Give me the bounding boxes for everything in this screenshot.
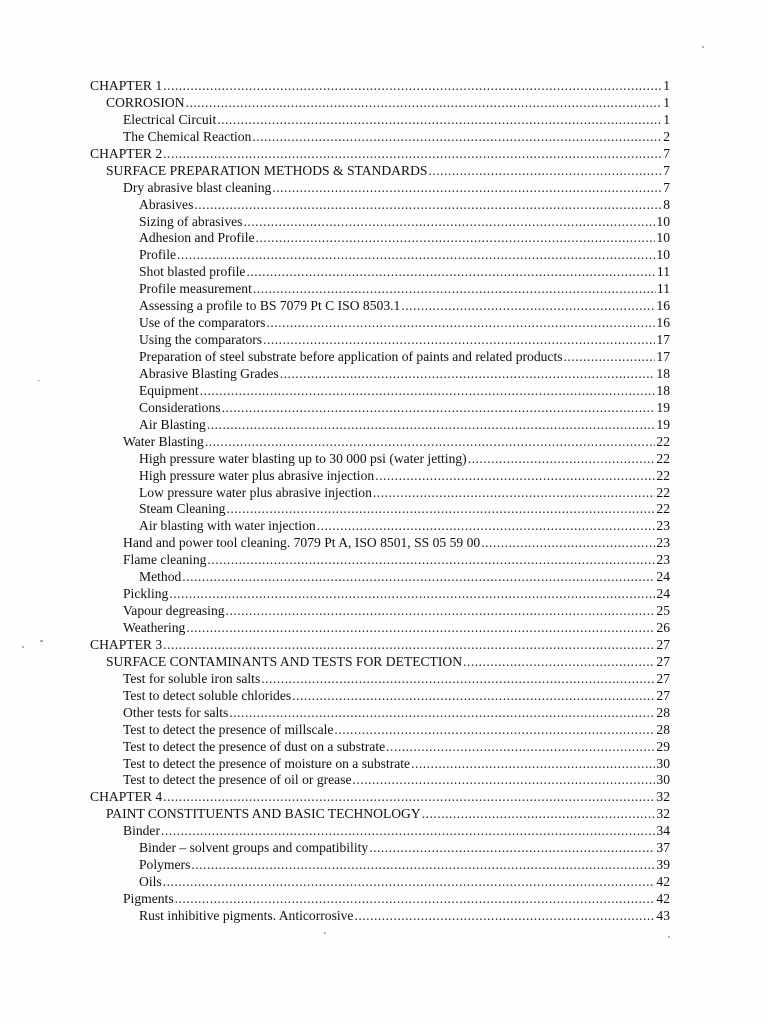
toc-entry-title: Assessing a profile to BS 7079 Pt C ISO 8503.1 (139, 298, 401, 314)
toc-entry (90, 789, 670, 806)
toc-entry (90, 434, 670, 451)
scan-speck (22, 646, 24, 648)
toc-entry-page-number: 1 (663, 94, 670, 110)
dot-leader (354, 908, 655, 925)
toc-entry (90, 603, 670, 620)
toc-entry (90, 197, 670, 214)
toc-entry-page-number: 27 (656, 670, 670, 686)
toc-entry-title: Polymers (139, 857, 191, 873)
toc-entry (90, 281, 670, 298)
toc-entry-page-number: 27 (656, 687, 670, 703)
dot-leader (375, 468, 655, 485)
toc-entry-title: Adhesion and Profile (139, 230, 255, 246)
toc-entry-page-number: 43 (656, 907, 670, 923)
toc-entry-page-number: 28 (656, 704, 670, 720)
dot-leader (317, 518, 656, 535)
toc-entry (90, 739, 670, 756)
toc-entry-title: High pressure water plus abrasive injection (139, 467, 375, 483)
dot-leader (182, 569, 655, 586)
toc-entry (90, 146, 670, 163)
toc-entry-title: Profile measurement (139, 281, 252, 297)
toc-entry-title: Test to detect the presence of oil or grease (123, 772, 352, 788)
toc-entry-title: Shot blasted profile (139, 264, 246, 280)
toc-entry (90, 349, 670, 366)
dot-leader (481, 535, 655, 552)
toc-entry (90, 908, 670, 925)
dot-leader (373, 485, 656, 502)
toc-entry-title: Vapour degreasing (123, 603, 225, 619)
dot-leader (428, 163, 662, 180)
toc-entry (90, 230, 670, 247)
toc-entry (90, 383, 670, 400)
toc-entry-page-number: 28 (656, 721, 670, 737)
scan-speck (40, 640, 43, 642)
toc-entry-title: Considerations (139, 399, 221, 415)
toc-entry-page-number: 22 (656, 501, 670, 517)
toc-entry-title: CHAPTER 3 (90, 636, 163, 652)
toc-entry-page-number: 22 (656, 450, 670, 466)
dot-leader (163, 637, 655, 654)
toc-entry-page-number: 11 (656, 264, 670, 280)
toc-entry-page-number: 23 (656, 535, 670, 551)
toc-entry (90, 637, 670, 654)
toc-entry-title: Flame cleaning (123, 552, 207, 568)
toc-entry-title: Other tests for salts (123, 704, 229, 720)
toc-entry-page-number: 27 (656, 636, 670, 652)
dot-leader (280, 366, 656, 383)
dot-leader (229, 705, 655, 722)
table-of-contents (90, 78, 670, 925)
dot-leader (292, 688, 655, 705)
toc-entry-title: Pigments (123, 891, 174, 906)
toc-entry-page-number: 2 (663, 128, 670, 144)
dot-leader (369, 840, 655, 857)
dot-leader (207, 552, 655, 569)
dot-leader (186, 620, 655, 637)
toc-entry (90, 857, 670, 874)
toc-entry-title: Test to detect the presence of millscale (123, 721, 334, 737)
toc-entry-page-number: 16 (656, 315, 670, 331)
dot-leader (252, 129, 662, 146)
toc-entry (90, 620, 670, 637)
dot-leader (169, 586, 655, 603)
toc-entry (90, 501, 670, 518)
dot-leader (253, 281, 656, 298)
dot-leader (261, 671, 655, 688)
toc-entry-title: SURFACE PREPARATION METHODS & STANDARDS (106, 162, 428, 178)
toc-entry-title: The Chemical Reaction (123, 128, 252, 144)
toc-entry (90, 806, 670, 823)
toc-entry-page-number: 10 (656, 247, 670, 263)
dot-leader (266, 315, 655, 332)
toc-entry-page-number: 18 (656, 365, 670, 381)
toc-entry-title: Dry abrasive blast cleaning (123, 179, 272, 195)
toc-entry (90, 688, 670, 705)
toc-entry-title: Low pressure water plus abrasive injection (139, 484, 372, 500)
toc-entry-page-number: 24 (656, 569, 670, 585)
toc-entry-title: Test to detect the presence of dust on a substrate (123, 738, 386, 754)
toc-entry-page-number: 7 (663, 162, 670, 178)
scan-speck (702, 46, 704, 48)
toc-entry (90, 756, 670, 773)
toc-entry-page-number: 19 (656, 399, 670, 415)
toc-entry (90, 451, 670, 468)
toc-entry-title: Method (139, 569, 182, 585)
toc-entry-title: Oils (139, 874, 162, 890)
toc-entry (90, 468, 670, 485)
toc-entry-title: CHAPTER 4 (90, 789, 163, 805)
toc-entry-title: Abrasive Blasting Grades (139, 365, 279, 381)
dot-leader (386, 739, 655, 756)
toc-entry-page-number: 22 (656, 484, 670, 500)
toc-entry-page-number: 19 (656, 416, 670, 432)
dot-leader (334, 722, 655, 739)
toc-entry-page-number: 32 (656, 806, 670, 822)
toc-entry-page-number: 22 (656, 467, 670, 483)
toc-entry-title: Water Blasting (123, 433, 204, 449)
toc-entry-title: Test to detect the presence of moisture on a substrate (123, 755, 411, 771)
dot-leader (200, 383, 656, 400)
dot-leader (177, 247, 655, 264)
toc-entry-page-number: 39 (656, 857, 670, 873)
toc-entry-page-number: 25 (656, 603, 670, 619)
toc-entry-title: Using the comparators (139, 332, 263, 348)
toc-entry-title: Air Blasting (139, 416, 206, 432)
scan-speck (38, 380, 40, 381)
dot-leader (353, 772, 656, 789)
toc-entry-title: Hand and power tool cleaning. 7079 Pt A, ISO 8501, SS 05 59 00 (123, 535, 481, 551)
dot-leader (243, 214, 655, 231)
dot-leader (468, 451, 656, 468)
toc-entry (90, 772, 670, 789)
dot-leader (207, 417, 656, 434)
toc-entry (90, 518, 670, 535)
dot-leader (401, 298, 655, 315)
dot-leader (411, 756, 655, 773)
toc-entry-title: Rust inhibitive pigments. Anticorrosive (139, 907, 354, 923)
dot-leader (272, 180, 662, 197)
toc-entry-title: Preparation of steel substrate before application of paints and related products (139, 349, 563, 364)
toc-entry (90, 315, 670, 332)
toc-entry-page-number: 11 (656, 281, 670, 297)
toc-entry-page-number: 1 (663, 78, 670, 93)
toc-entry (90, 112, 670, 129)
toc-entry-page-number: 23 (656, 518, 670, 534)
toc-entry (90, 671, 670, 688)
dot-leader (222, 400, 656, 417)
dot-leader (186, 95, 663, 112)
toc-entry-title: Air blasting with water injection (139, 518, 316, 534)
dot-leader (564, 349, 656, 366)
toc-entry (90, 722, 670, 739)
toc-entry-page-number: 8 (663, 196, 670, 212)
toc-entry (90, 95, 670, 112)
toc-entry-page-number: 17 (656, 332, 670, 348)
toc-entry (90, 298, 670, 315)
toc-entry-page-number: 10 (656, 213, 670, 229)
toc-entry (90, 366, 670, 383)
dot-leader (246, 264, 655, 281)
dot-leader (422, 806, 656, 823)
toc-entry-page-number: 1 (663, 111, 670, 127)
dot-leader (161, 823, 655, 840)
toc-entry (90, 163, 670, 180)
toc-entry-page-number: 30 (656, 755, 670, 771)
toc-entry (90, 485, 670, 502)
toc-entry (90, 586, 670, 603)
toc-entry-title: CHAPTER 1 (90, 78, 163, 93)
toc-entry (90, 535, 670, 552)
toc-entry-page-number: 16 (656, 298, 670, 314)
toc-entry-page-number: 37 (656, 840, 670, 856)
toc-entry-page-number: 22 (656, 433, 670, 449)
dot-leader (191, 857, 655, 874)
scan-speck (324, 932, 326, 934)
toc-entry-page-number: 42 (656, 874, 670, 890)
toc-entry (90, 78, 670, 95)
dot-leader (163, 146, 662, 163)
toc-entry-title: Profile (139, 247, 176, 263)
toc-entry-title: Binder – solvent groups and compatibility (139, 840, 369, 856)
toc-entry-title: Sizing of abrasives (139, 213, 243, 229)
toc-entry (90, 569, 670, 586)
toc-entry-page-number: 7 (663, 145, 670, 161)
toc-entry (90, 417, 670, 434)
dot-leader (226, 603, 656, 620)
toc-entry-title: Test to detect soluble chlorides (123, 687, 292, 703)
toc-entry-page-number: 42 (656, 891, 670, 906)
toc-entry-page-number: 26 (656, 620, 670, 635)
dot-leader (194, 197, 662, 214)
toc-entry (90, 705, 670, 722)
dot-leader (163, 78, 662, 95)
dot-leader (226, 501, 655, 518)
dot-leader (205, 434, 656, 451)
dot-leader (463, 654, 655, 671)
dot-leader (163, 874, 656, 891)
toc-entry (90, 552, 670, 569)
toc-entry-title: CORROSION (106, 94, 185, 110)
toc-entry (90, 654, 670, 671)
dot-leader (163, 789, 655, 806)
toc-entry-title: Steam Cleaning (139, 501, 226, 517)
toc-entry-title: Weathering (123, 620, 186, 635)
toc-entry-title: SURFACE CONTAMINANTS AND TESTS FOR DETECTION (106, 653, 463, 669)
toc-entry-page-number: 27 (656, 653, 670, 669)
toc-entry-page-number: 18 (656, 382, 670, 398)
toc-entry (90, 129, 670, 146)
toc-entry (90, 332, 670, 349)
toc-entry-title: Binder (123, 823, 160, 839)
toc-entry-page-number: 10 (656, 230, 670, 246)
toc-entry (90, 400, 670, 417)
toc-entry (90, 264, 670, 281)
toc-entry (90, 840, 670, 857)
scan-speck (668, 936, 670, 938)
toc-entry-page-number: 32 (656, 789, 670, 805)
toc-entry-title: Test for soluble iron salts (123, 670, 261, 686)
toc-entry-title: Abrasives (139, 196, 194, 212)
toc-entry (90, 823, 670, 840)
toc-entry-title: Pickling (123, 586, 169, 602)
toc-entry-page-number: 23 (656, 552, 670, 568)
toc-entry (90, 214, 670, 231)
toc-entry-page-number: 30 (656, 772, 670, 788)
toc-entry-title: Use of the comparators (139, 315, 266, 331)
dot-leader (217, 112, 662, 129)
toc-entry-title: Equipment (139, 382, 199, 398)
toc-entry-page-number: 29 (656, 738, 670, 754)
toc-entry-title: High pressure water blasting up to 30 000 psi (water jetting) (139, 450, 467, 466)
toc-entry-title: Electrical Circuit (123, 111, 217, 127)
dot-leader (175, 891, 656, 908)
dot-leader (263, 332, 655, 349)
toc-entry (90, 891, 670, 908)
toc-entry (90, 247, 670, 264)
toc-entry-title: PAINT CONSTITUENTS AND BASIC TECHNOLOGY (106, 806, 421, 822)
toc-entry (90, 180, 670, 197)
toc-entry-page-number: 34 (656, 823, 670, 839)
toc-entry (90, 874, 670, 891)
toc-entry-page-number: 17 (656, 349, 670, 364)
toc-entry-title: CHAPTER 2 (90, 145, 163, 161)
dot-leader (256, 230, 656, 247)
toc-entry-page-number: 24 (656, 586, 670, 602)
toc-entry-page-number: 7 (663, 179, 670, 195)
